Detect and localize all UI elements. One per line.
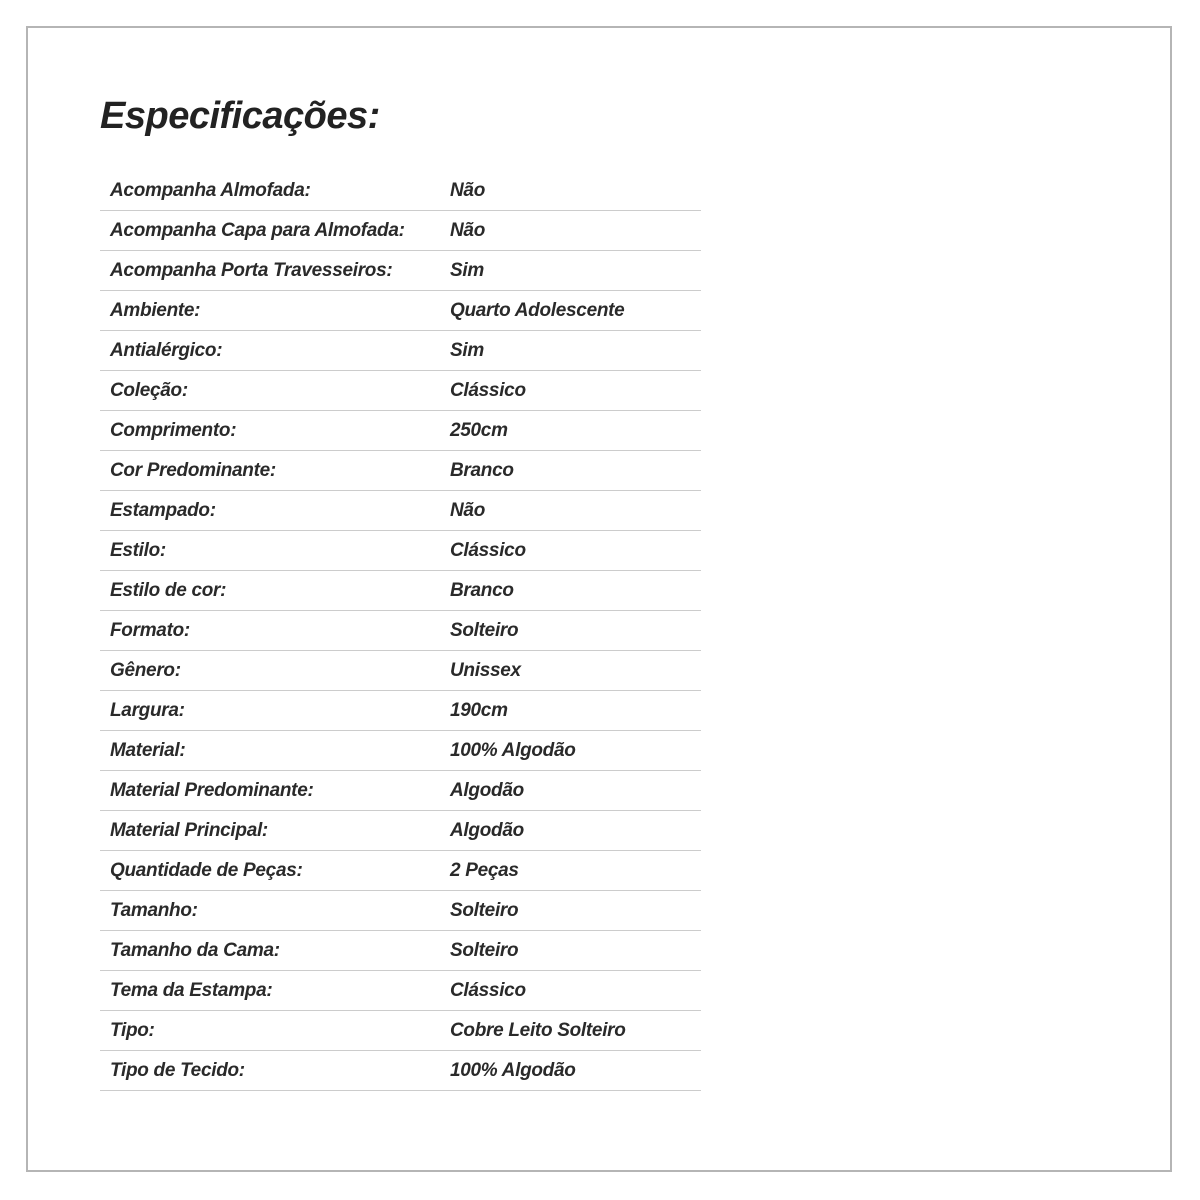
spec-label: Tipo: (100, 1011, 440, 1051)
spec-row (100, 411, 701, 451)
spec-label: Acompanha Almofada: (100, 171, 440, 211)
spec-label: Estilo de cor: (100, 571, 440, 611)
spec-label: Formato: (100, 611, 440, 651)
spec-row (100, 611, 701, 651)
spec-label: Acompanha Capa para Almofada: (100, 211, 440, 251)
spec-label: Material: (100, 731, 440, 771)
spec-row (100, 931, 701, 971)
spec-label: Coleção: (100, 371, 440, 411)
spec-label: Largura: (100, 691, 440, 731)
spec-value: Não (440, 171, 701, 211)
spec-label: Tamanho da Cama: (100, 931, 440, 971)
spec-value: Clássico (440, 971, 701, 1011)
spec-row (100, 331, 701, 371)
spec-label: Tema da Estampa: (100, 971, 440, 1011)
spec-value: Sim (440, 251, 701, 291)
spec-label: Estilo: (100, 531, 440, 571)
spec-label: Cor Predominante: (100, 451, 440, 491)
spec-value: Cobre Leito Solteiro (440, 1011, 701, 1051)
spec-row (100, 891, 701, 931)
spec-value: Solteiro (440, 931, 701, 971)
spec-row (100, 531, 701, 571)
spec-value: Unissex (440, 651, 701, 691)
spec-value: Sim (440, 331, 701, 371)
spec-row (100, 371, 701, 411)
spec-value: Solteiro (440, 611, 701, 651)
spec-row (100, 291, 701, 331)
spec-label: Antialérgico: (100, 331, 440, 371)
spec-label: Tamanho: (100, 891, 440, 931)
spec-row (100, 171, 701, 211)
spec-row (100, 691, 701, 731)
spec-row (100, 811, 701, 851)
spec-label: Quantidade de Peças: (100, 851, 440, 891)
spec-label: Estampado: (100, 491, 440, 531)
spec-row (100, 491, 701, 531)
spec-value: 100% Algodão (440, 1051, 701, 1091)
spec-label: Tipo de Tecido: (100, 1051, 440, 1091)
spec-row (100, 571, 701, 611)
spec-row (100, 851, 701, 891)
spec-row (100, 211, 701, 251)
page-title: Especificações: (100, 95, 380, 137)
spec-value: 250cm (440, 411, 701, 451)
spec-value: Algodão (440, 811, 701, 851)
spec-label: Material Predominante: (100, 771, 440, 811)
spec-value: Branco (440, 571, 701, 611)
spec-row (100, 731, 701, 771)
spec-value: 100% Algodão (440, 731, 701, 771)
spec-table-body (100, 171, 701, 1091)
spec-row (100, 771, 701, 811)
spec-row (100, 651, 701, 691)
spec-row (100, 251, 701, 291)
spec-table (100, 171, 701, 1091)
spec-label: Comprimento: (100, 411, 440, 451)
spec-value: Algodão (440, 771, 701, 811)
spec-label: Ambiente: (100, 291, 440, 331)
spec-value: Não (440, 211, 701, 251)
spec-value: 190cm (440, 691, 701, 731)
spec-value: 2 Peças (440, 851, 701, 891)
spec-row (100, 1011, 701, 1051)
spec-label: Material Principal: (100, 811, 440, 851)
spec-value: Não (440, 491, 701, 531)
spec-value: Branco (440, 451, 701, 491)
spec-value: Clássico (440, 371, 701, 411)
spec-row (100, 971, 701, 1011)
spec-value: Quarto Adolescente (440, 291, 701, 331)
spec-row (100, 1051, 701, 1091)
spec-value: Solteiro (440, 891, 701, 931)
spec-label: Acompanha Porta Travesseiros: (100, 251, 440, 291)
spec-value: Clássico (440, 531, 701, 571)
spec-row (100, 451, 701, 491)
spec-label: Gênero: (100, 651, 440, 691)
